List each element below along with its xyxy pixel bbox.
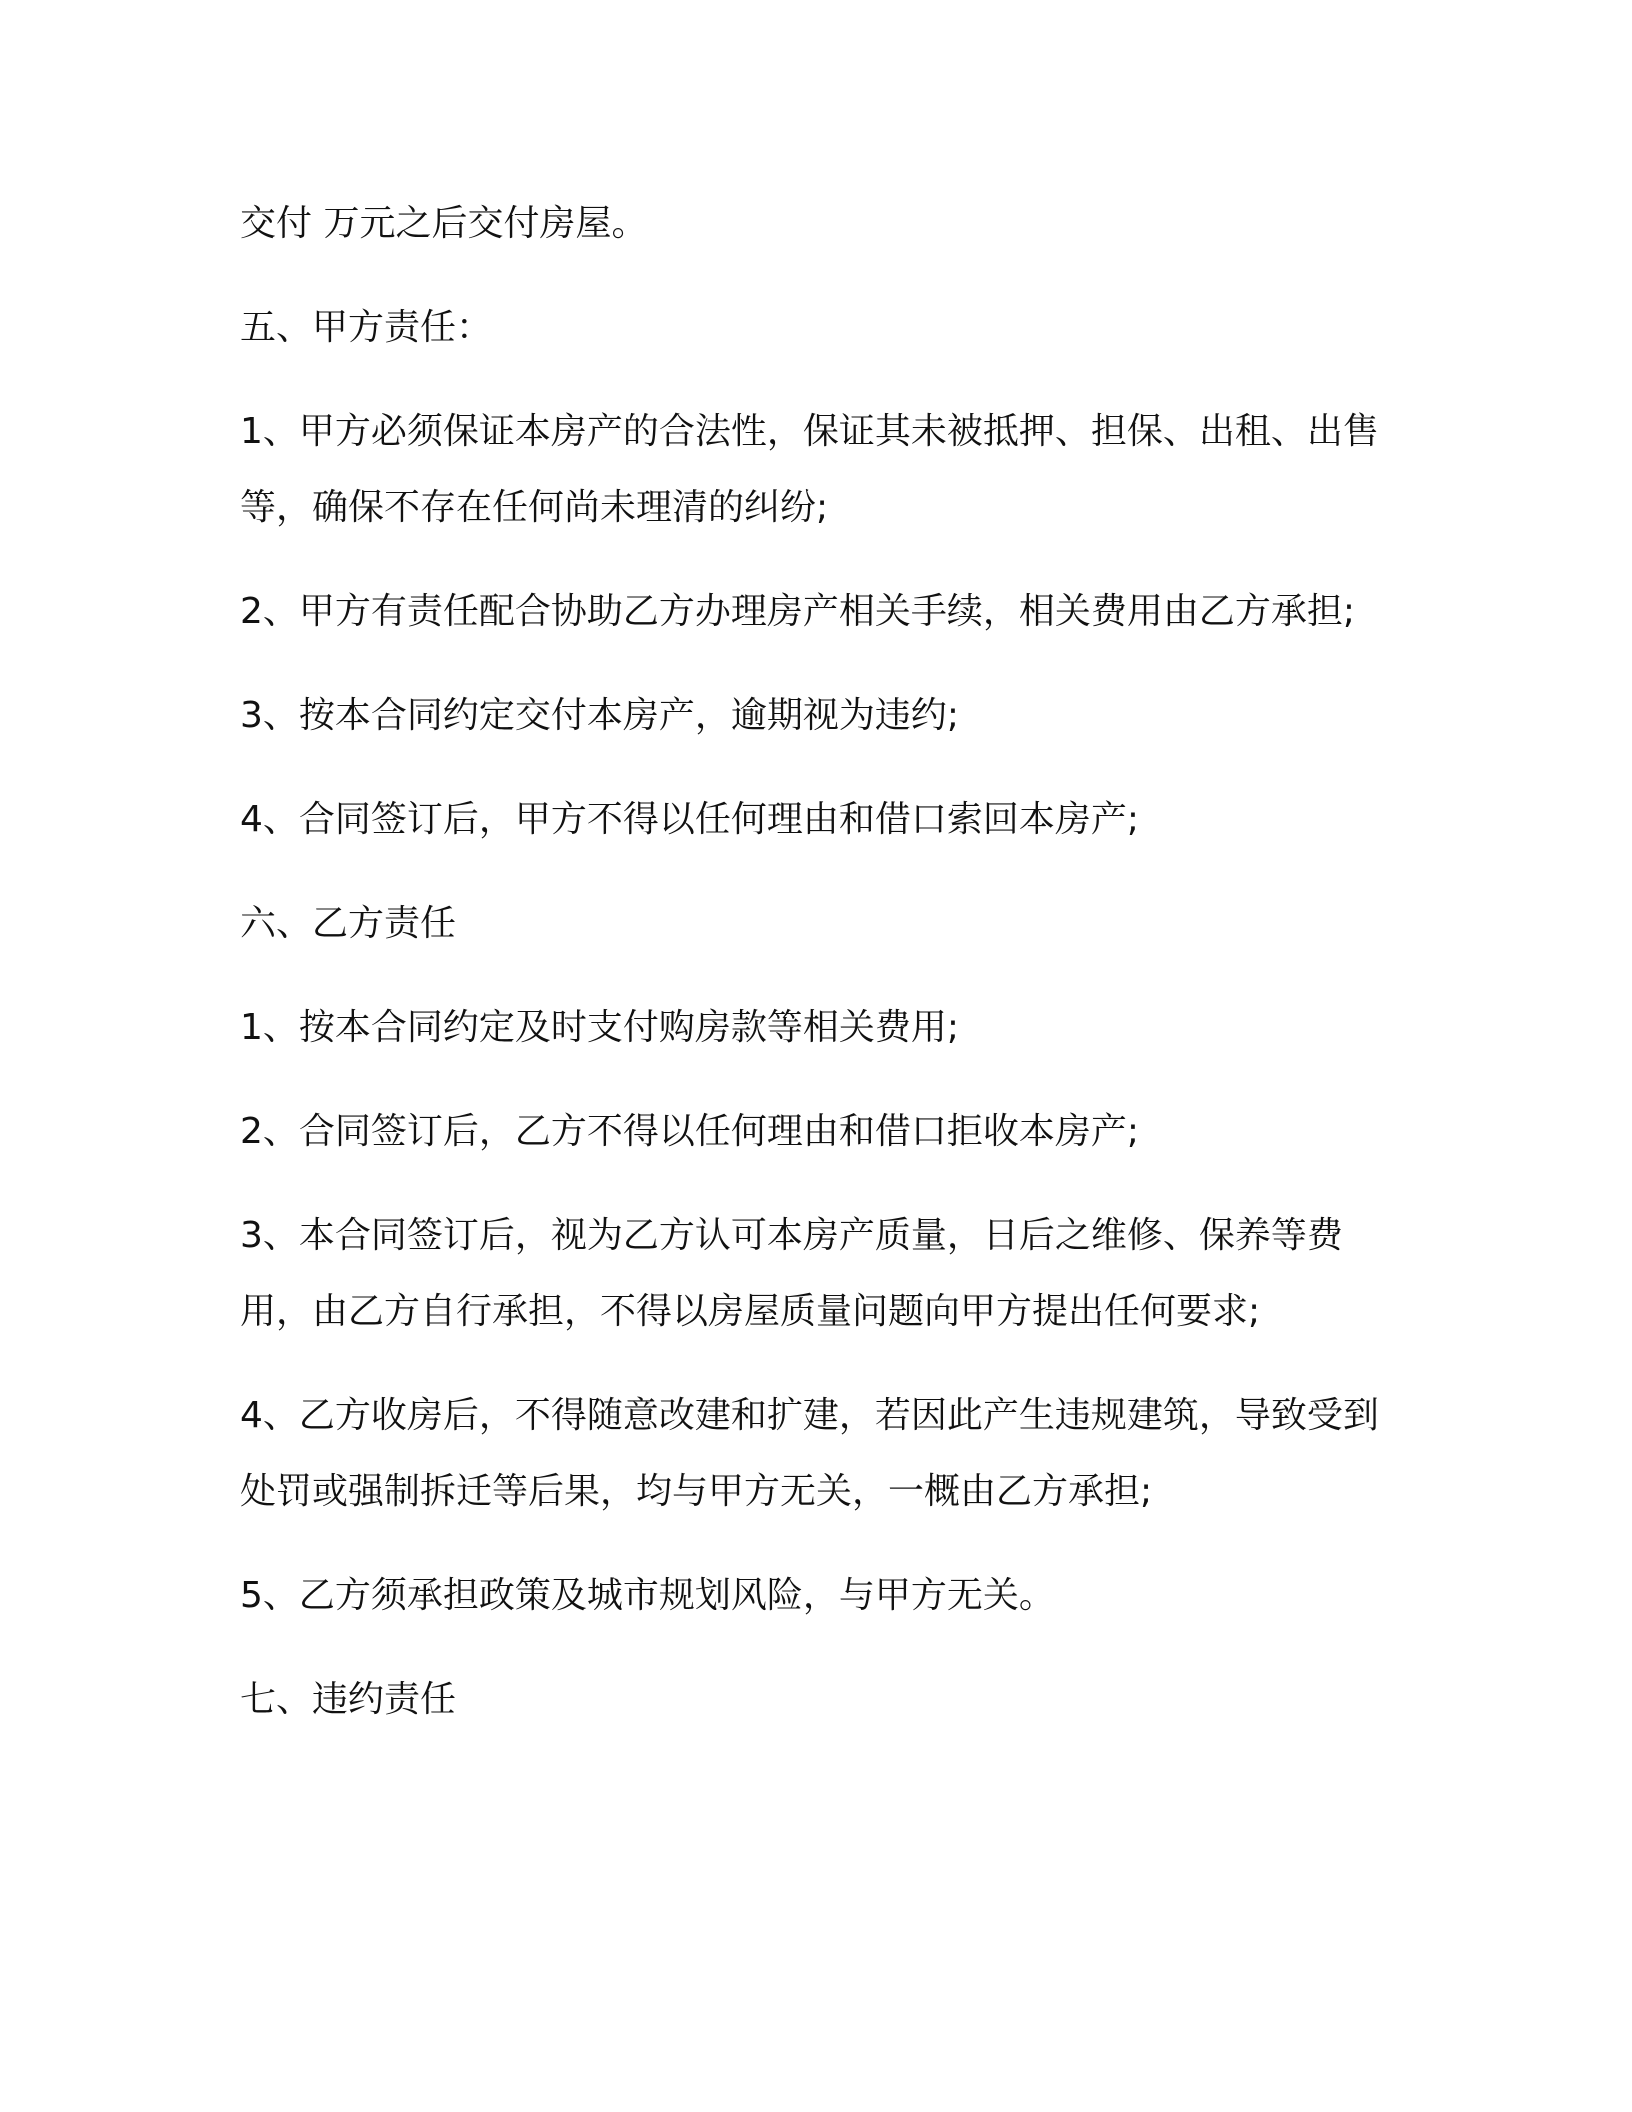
party-b-clause-3: 3、本合同签订后，视为乙方认可本房产质量，日后之维修、保养等费用，由乙方自行承担，不得以房屋质量问题向甲方提出任何要求; (240, 1215, 1343, 1332)
party-a-clause-1: 1、甲方必须保证本房产的合法性，保证其未被抵押、担保、出租、出售等，确保不存在任何尚未理清的纠纷; (240, 411, 1379, 528)
party-b-clause-4: 4、乙方收房后，不得随意改建和扩建，若因此产生违规建筑，导致受到处罚或强制拆迁等后果，均与甲方无关，一概由乙方承担; (240, 1395, 1379, 1512)
party-b-clause-5: 5、乙方须承担政策及城市规划风险，与甲方无关。 (240, 1575, 1055, 1616)
heading-party-a-responsibility: 五、甲方责任： (240, 307, 493, 348)
party-a-clause-2: 2、甲方有责任配合协助乙方办理房产相关手续，相关费用由乙方承担; (240, 591, 1356, 632)
document-body (240, 186, 1400, 1766)
heading-party-b-responsibility: 六、乙方责任 (240, 903, 457, 944)
party-a-clause-3: 3、按本合同约定交付本房产，逾期视为违约; (240, 695, 960, 736)
party-b-clause-1: 1、按本合同约定及时支付购房款等相关费用; (240, 1007, 960, 1048)
party-a-clause-4: 4、合同签订后，甲方不得以任何理由和借口索回本房产; (240, 799, 1140, 840)
paragraph-payment-delivery: 交付 万元之后交付房屋。 (240, 203, 648, 244)
party-b-clause-2: 2、合同签订后，乙方不得以任何理由和借口拒收本房产; (240, 1111, 1140, 1152)
heading-breach-liability: 七、违约责任 (240, 1679, 457, 1720)
